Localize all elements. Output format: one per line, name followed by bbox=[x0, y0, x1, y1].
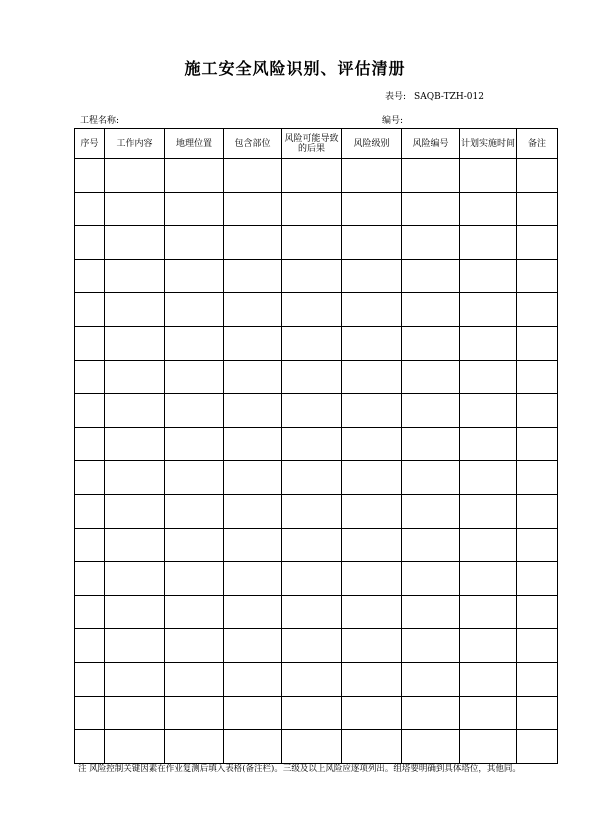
table-cell[interactable] bbox=[342, 293, 402, 327]
table-cell[interactable] bbox=[105, 494, 165, 528]
table-cell[interactable] bbox=[517, 159, 558, 193]
table-cell[interactable] bbox=[105, 730, 165, 764]
table-cell[interactable] bbox=[460, 192, 517, 226]
table-cell[interactable] bbox=[517, 259, 558, 293]
table-row bbox=[75, 461, 558, 495]
table-cell[interactable] bbox=[342, 730, 402, 764]
table-cell[interactable] bbox=[105, 562, 165, 596]
table-cell[interactable] bbox=[224, 326, 282, 360]
table-cell[interactable] bbox=[460, 494, 517, 528]
footnote: 注 风险控制关键因素在作业复测后填入表格(备注栏)。三级及以上风险应逐项列出。组塔要明确到具体塔位，其他同。 bbox=[78, 764, 521, 774]
table-cell[interactable] bbox=[75, 293, 105, 327]
table-cell[interactable] bbox=[460, 662, 517, 696]
table-cell[interactable] bbox=[517, 730, 558, 764]
table-cell[interactable] bbox=[282, 326, 342, 360]
table-cell[interactable] bbox=[342, 394, 402, 428]
table-cell[interactable] bbox=[402, 662, 460, 696]
table-cell[interactable] bbox=[105, 662, 165, 696]
form-number-value: SAQB-TZH-012 bbox=[414, 92, 484, 102]
table-cell[interactable] bbox=[224, 192, 282, 226]
table-cell[interactable] bbox=[460, 326, 517, 360]
table-cell[interactable] bbox=[224, 394, 282, 428]
risk-register-table bbox=[74, 128, 558, 764]
header-risk-code: 风险编号 bbox=[402, 129, 460, 159]
table-row bbox=[75, 293, 558, 327]
table-cell[interactable] bbox=[224, 293, 282, 327]
table-cell[interactable] bbox=[342, 259, 402, 293]
table-cell[interactable] bbox=[165, 562, 224, 596]
table-cell[interactable] bbox=[224, 528, 282, 562]
table-cell[interactable] bbox=[165, 595, 224, 629]
table-row bbox=[75, 326, 558, 360]
table-cell[interactable] bbox=[402, 562, 460, 596]
table-cell[interactable] bbox=[105, 293, 165, 327]
table-cell[interactable] bbox=[165, 293, 224, 327]
table-cell[interactable] bbox=[224, 259, 282, 293]
table-cell[interactable] bbox=[282, 562, 342, 596]
table-cell[interactable] bbox=[75, 494, 105, 528]
table-cell[interactable] bbox=[517, 595, 558, 629]
table-cell[interactable] bbox=[517, 528, 558, 562]
table-cell[interactable] bbox=[282, 730, 342, 764]
table-cell[interactable] bbox=[282, 696, 342, 730]
table-cell[interactable] bbox=[517, 192, 558, 226]
table-cell[interactable] bbox=[75, 159, 105, 193]
table-cell[interactable] bbox=[342, 360, 402, 394]
table-cell[interactable] bbox=[105, 427, 165, 461]
table-cell[interactable] bbox=[105, 159, 165, 193]
table-row bbox=[75, 192, 558, 226]
table-cell[interactable] bbox=[105, 360, 165, 394]
table-cell[interactable] bbox=[460, 394, 517, 428]
header-remarks: 备注 bbox=[517, 129, 558, 159]
table-cell[interactable] bbox=[402, 394, 460, 428]
table-cell[interactable] bbox=[517, 629, 558, 663]
table-cell[interactable] bbox=[342, 226, 402, 260]
table-cell[interactable] bbox=[282, 394, 342, 428]
table-cell[interactable] bbox=[402, 595, 460, 629]
table-cell[interactable] bbox=[105, 192, 165, 226]
table-cell[interactable] bbox=[282, 595, 342, 629]
table-cell[interactable] bbox=[165, 461, 224, 495]
table-cell[interactable] bbox=[75, 226, 105, 260]
table-cell[interactable] bbox=[517, 494, 558, 528]
table-row bbox=[75, 394, 558, 428]
table-cell[interactable] bbox=[75, 730, 105, 764]
table-cell[interactable] bbox=[517, 293, 558, 327]
table-cell[interactable] bbox=[402, 494, 460, 528]
table-cell[interactable] bbox=[165, 159, 224, 193]
table-cell[interactable] bbox=[517, 360, 558, 394]
table-cell[interactable] bbox=[75, 326, 105, 360]
table-cell[interactable] bbox=[517, 326, 558, 360]
table-cell[interactable] bbox=[342, 528, 402, 562]
table-row bbox=[75, 528, 558, 562]
table-cell[interactable] bbox=[75, 360, 105, 394]
table-cell[interactable] bbox=[75, 629, 105, 663]
project-name-label: 工程名称: bbox=[80, 116, 120, 126]
table-cell[interactable] bbox=[75, 696, 105, 730]
table-cell[interactable] bbox=[165, 730, 224, 764]
table-cell[interactable] bbox=[402, 326, 460, 360]
table-cell[interactable] bbox=[224, 562, 282, 596]
table-cell[interactable] bbox=[75, 427, 105, 461]
form-number-label: 表号: bbox=[385, 92, 407, 102]
table-cell[interactable] bbox=[460, 259, 517, 293]
table-cell[interactable] bbox=[402, 528, 460, 562]
table-cell[interactable] bbox=[517, 427, 558, 461]
table-cell[interactable] bbox=[282, 662, 342, 696]
serial-number-label: 编号: bbox=[382, 116, 404, 126]
table-cell[interactable] bbox=[342, 696, 402, 730]
table-row bbox=[75, 662, 558, 696]
table-cell[interactable] bbox=[402, 192, 460, 226]
table-cell[interactable] bbox=[460, 226, 517, 260]
header-risk-level: 风险级别 bbox=[342, 129, 402, 159]
table-cell[interactable] bbox=[282, 629, 342, 663]
table-cell[interactable] bbox=[224, 595, 282, 629]
table-cell[interactable] bbox=[105, 259, 165, 293]
table-cell[interactable] bbox=[165, 394, 224, 428]
page-title: 施工安全风险识别、评估清册 bbox=[184, 59, 406, 78]
table-cell[interactable] bbox=[460, 159, 517, 193]
table-cell[interactable] bbox=[165, 662, 224, 696]
table-header-row bbox=[75, 129, 558, 159]
table-row bbox=[75, 730, 558, 764]
table-cell[interactable] bbox=[402, 293, 460, 327]
table-cell[interactable] bbox=[165, 259, 224, 293]
table-cell[interactable] bbox=[517, 562, 558, 596]
table-cell[interactable] bbox=[460, 562, 517, 596]
table-cell[interactable] bbox=[460, 730, 517, 764]
table-row bbox=[75, 629, 558, 663]
table-cell[interactable] bbox=[402, 427, 460, 461]
table-cell[interactable] bbox=[105, 696, 165, 730]
table-cell[interactable] bbox=[402, 159, 460, 193]
table-cell[interactable] bbox=[342, 629, 402, 663]
table-row bbox=[75, 562, 558, 596]
table-cell[interactable] bbox=[165, 226, 224, 260]
table-cell[interactable] bbox=[75, 528, 105, 562]
table-cell[interactable] bbox=[224, 226, 282, 260]
table-cell[interactable] bbox=[282, 461, 342, 495]
table-cell[interactable] bbox=[282, 159, 342, 193]
table-cell[interactable] bbox=[460, 696, 517, 730]
table-cell[interactable] bbox=[282, 427, 342, 461]
table-cell[interactable] bbox=[342, 326, 402, 360]
table-cell[interactable] bbox=[460, 595, 517, 629]
form-number bbox=[385, 89, 484, 102]
table-cell[interactable] bbox=[282, 226, 342, 260]
table-cell[interactable] bbox=[342, 192, 402, 226]
table-cell[interactable] bbox=[165, 696, 224, 730]
table-cell[interactable] bbox=[342, 461, 402, 495]
table-cell[interactable] bbox=[75, 192, 105, 226]
table-cell[interactable] bbox=[224, 629, 282, 663]
header-location: 地理位置 bbox=[165, 129, 224, 159]
table-cell[interactable] bbox=[460, 293, 517, 327]
table-cell[interactable] bbox=[517, 696, 558, 730]
table-cell[interactable] bbox=[224, 427, 282, 461]
table-cell[interactable] bbox=[75, 394, 105, 428]
table-cell[interactable] bbox=[165, 360, 224, 394]
table-cell[interactable] bbox=[460, 629, 517, 663]
header-possible-consequences: 风险可能导致的后果 bbox=[282, 129, 342, 159]
table-cell[interactable] bbox=[342, 595, 402, 629]
table-cell[interactable] bbox=[224, 461, 282, 495]
table-cell[interactable] bbox=[165, 326, 224, 360]
table-cell[interactable] bbox=[342, 662, 402, 696]
table-cell[interactable] bbox=[282, 293, 342, 327]
header-serial: 序号 bbox=[75, 129, 105, 159]
table-row bbox=[75, 494, 558, 528]
table-cell[interactable] bbox=[402, 360, 460, 394]
table-cell[interactable] bbox=[165, 494, 224, 528]
header-work-content: 工作内容 bbox=[105, 129, 165, 159]
table-cell[interactable] bbox=[75, 562, 105, 596]
table-cell[interactable] bbox=[517, 662, 558, 696]
table-cell[interactable] bbox=[282, 494, 342, 528]
table-cell[interactable] bbox=[402, 226, 460, 260]
table-row bbox=[75, 595, 558, 629]
table-cell[interactable] bbox=[224, 360, 282, 394]
table-cell[interactable] bbox=[460, 461, 517, 495]
table-cell[interactable] bbox=[402, 629, 460, 663]
header-planned-time: 计划实施时间 bbox=[460, 129, 517, 159]
table-cell[interactable] bbox=[105, 629, 165, 663]
table-cell[interactable] bbox=[224, 494, 282, 528]
table-cell[interactable] bbox=[402, 259, 460, 293]
table-cell[interactable] bbox=[402, 730, 460, 764]
table-cell[interactable] bbox=[342, 427, 402, 461]
table-cell[interactable] bbox=[165, 427, 224, 461]
table-cell[interactable] bbox=[105, 528, 165, 562]
table-row bbox=[75, 427, 558, 461]
table-cell[interactable] bbox=[517, 394, 558, 428]
table-cell[interactable] bbox=[282, 259, 342, 293]
table-cell[interactable] bbox=[460, 360, 517, 394]
table-cell[interactable] bbox=[282, 360, 342, 394]
table-cell[interactable] bbox=[224, 730, 282, 764]
table-cell[interactable] bbox=[105, 595, 165, 629]
table-cell[interactable] bbox=[517, 461, 558, 495]
table-cell[interactable] bbox=[224, 662, 282, 696]
table-cell[interactable] bbox=[224, 159, 282, 193]
table-cell[interactable] bbox=[75, 595, 105, 629]
table-cell[interactable] bbox=[517, 226, 558, 260]
table-cell[interactable] bbox=[105, 461, 165, 495]
table-cell[interactable] bbox=[165, 192, 224, 226]
table-cell[interactable] bbox=[402, 461, 460, 495]
table-cell[interactable] bbox=[342, 562, 402, 596]
table-cell[interactable] bbox=[342, 494, 402, 528]
table-cell[interactable] bbox=[105, 226, 165, 260]
table-cell[interactable] bbox=[75, 259, 105, 293]
table-cell[interactable] bbox=[224, 696, 282, 730]
table-cell[interactable] bbox=[75, 461, 105, 495]
table-cell[interactable] bbox=[165, 528, 224, 562]
header-included-parts: 包含部位 bbox=[224, 129, 282, 159]
table-cell[interactable] bbox=[402, 696, 460, 730]
table-cell[interactable] bbox=[460, 528, 517, 562]
table-cell[interactable] bbox=[282, 528, 342, 562]
table-row bbox=[75, 159, 558, 193]
table-cell[interactable] bbox=[342, 159, 402, 193]
table-cell[interactable] bbox=[105, 326, 165, 360]
table-cell[interactable] bbox=[282, 192, 342, 226]
table-cell[interactable] bbox=[75, 662, 105, 696]
table-row bbox=[75, 226, 558, 260]
table-row bbox=[75, 696, 558, 730]
table-row bbox=[75, 259, 558, 293]
table-cell[interactable] bbox=[105, 394, 165, 428]
table-cell[interactable] bbox=[165, 629, 224, 663]
table-cell[interactable] bbox=[460, 427, 517, 461]
table-row bbox=[75, 360, 558, 394]
